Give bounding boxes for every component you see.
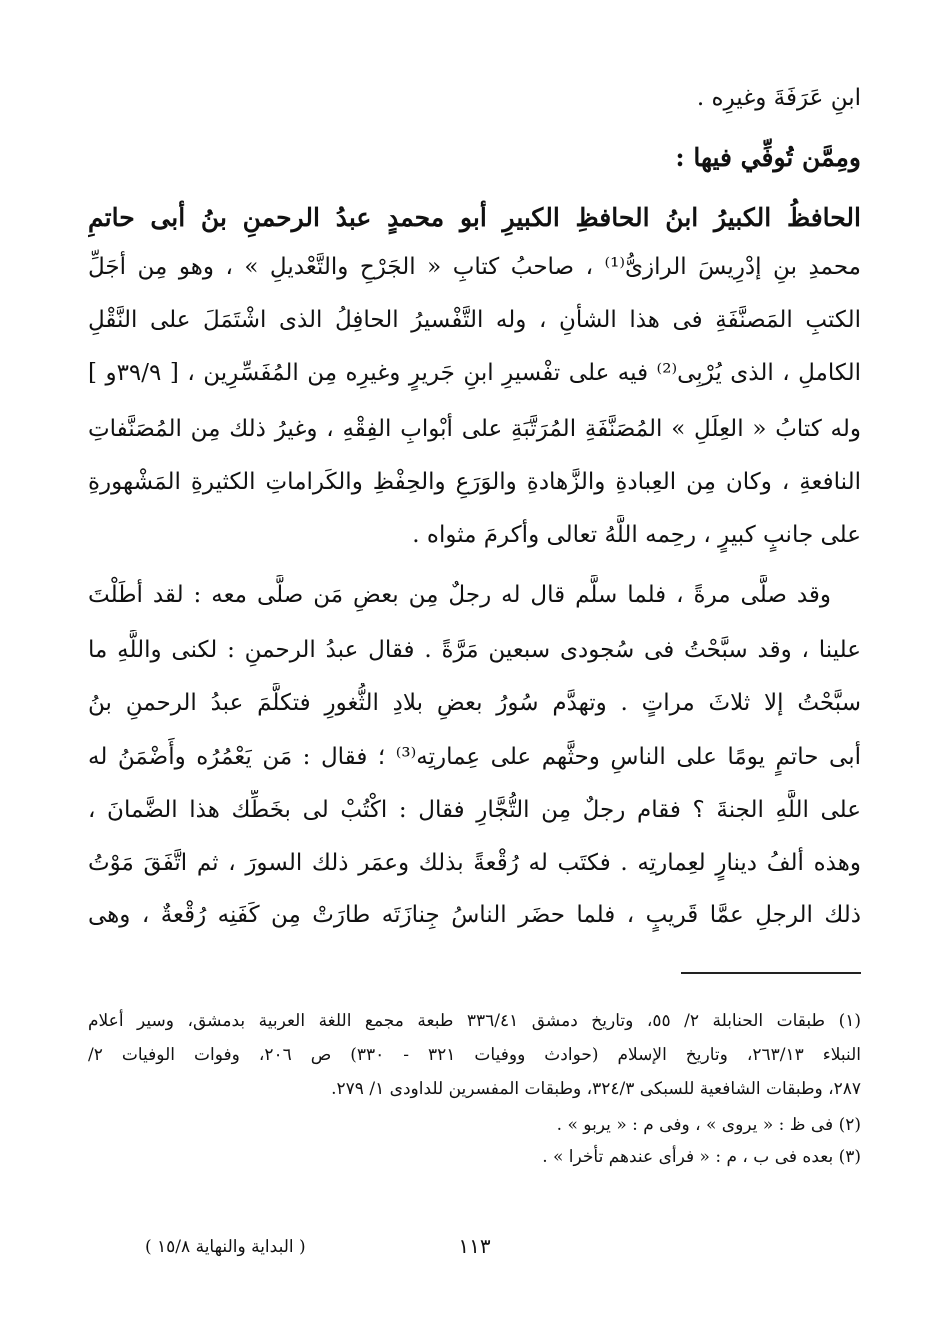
book-reference: ( البداية والنهاية ١٥/٨ )	[145, 1237, 306, 1257]
body-line-9: على جانبٍ كبيرٍ ، رحِمه اللَّهُ تعالى وأكرمَ مثواه .	[412, 522, 861, 548]
body-line-5: الكتبِ المَصنَّفَةِ فى هذا الشأنِ ، وله التَّفْسيرُ الحافِلُ الذى اشْتَمَلَ على النَّقْلِ	[88, 307, 861, 333]
body-line-1: ابنِ عَرَفَةَ وغيرِه .	[696, 85, 861, 111]
footnote-1-line-2: النبلاء ٢٦٣/١٣، وتاريخ الإسلام (حوادث ووفيات ٣٢١ - ٣٣٠) ص ٢٠٦، وفوات الوفيات ٢/	[88, 1045, 861, 1065]
body-line-14: على اللَّهِ الجنةَ ؟ فقام رجلٌ مِن التُّجَّارِ فقال : اكْتُبْ لى بخَطِّك هذا الضَّمانَ ،	[88, 797, 861, 823]
footnote-2: (٢) فى ظ : « يروى » ، وفى م : « يربو » .	[556, 1115, 861, 1135]
body-line-3: الحافظُ الكبيرُ ابنُ الحافظِ الكبيرِ أبو محمدٍ عبدُ الرحمنِ بنُ أبى حاتمِ	[88, 203, 861, 232]
body-line-15: وهذه ألفُ دينارٍ لعِمارتِه . فكتَب له رُقْعةً بذلك وعمَر ذلك السورَ ، ثم اتَّفَقَ مَوْتُ	[88, 850, 861, 876]
body-line-16: ذلك الرجلِ عمَّا قَريبٍ ، فلما حضَر الناسُ جِنازَتَه طارَتْ مِن كَفَنِه رُقْعةٌ ، وهى	[88, 902, 861, 928]
body-line-6: الكاملِ ، الذى يُرْبِى⁽²⁾ فيه على تفْسيرِ ابنِ جَريرٍ وغيرِه مِن المُفَسِّرِين ، [ ٣٩/٩و ]	[88, 360, 861, 386]
body-line-13: أبى حاتمٍ يومًا على الناسِ وحثَّهم على عِمارتِه⁽³⁾ ؛ فقال : مَن يَعْمُرُه وأَضْمَنُ له	[88, 744, 861, 770]
body-line-10: وقد صلَّى مرةً ، فلما سلَّم قال له رجلٌ مِن بعضِ مَن صلَّى معه : لقد أطَلْتَ	[88, 582, 831, 608]
body-line-4: محمدِ بنِ إدْرِيسَ الرازىُّ⁽¹⁾ ، صاحبُ كتابِ « الجَرْحِ والتَّعْديلِ » ، وهو مِن أجَلِّ	[88, 254, 861, 280]
body-line-11: علينا ، وقد سبَّحْتُ فى سُجودى سبعين مَرَّةً . فقال عبدُ الرحمنِ : لكنى واللَّهِ ما	[88, 637, 861, 663]
footnote-1-line-1: (١) طبقات الحنابلة ٢/ ٥٥، وتاريخ دمشق ٣٣٦/٤١ طبعة مجمع اللغة العربية بدمشق، وسير أعلام	[88, 1011, 861, 1031]
footnote-3: (٣) بعده فى ب ، م : « فرأى عندهم تأخرا » .	[542, 1147, 861, 1167]
footnote-1-line-3: ٢٨٧، وطبقات الشافعية للسبكى ٣٢٤/٣، وطبقات المفسرين للداودى ١/ ٢٧٩.	[331, 1079, 861, 1099]
footnote-divider	[681, 972, 861, 974]
body-line-12: سبَّحْتُ إلا ثلاثَ مراتٍ . وتهدَّم سُورُ بعضِ بلادِ الثُّغورِ فتكلَّمَ عبدُ الرحمنِ بنُ	[88, 690, 861, 716]
body-line-7: وله كتابُ « العِلَلِ » المُصَنَّفَةِ المُرَتَّبَةِ على أبْوابِ الفِقْهِ ، وغيرُ ذلك مِن المُصَنَّفاتِ	[88, 416, 861, 442]
page-number: ١١٣	[458, 1234, 491, 1258]
section-heading: ومِمَّن تُوفِّي فيها :	[675, 143, 861, 172]
body-line-8: النافعةِ ، وكان مِن العِبادةِ والزَّهادةِ والوَرَعِ والحِفْظِ والكَراماتِ الكثيرةِ المَشْهورةِ	[88, 469, 861, 495]
